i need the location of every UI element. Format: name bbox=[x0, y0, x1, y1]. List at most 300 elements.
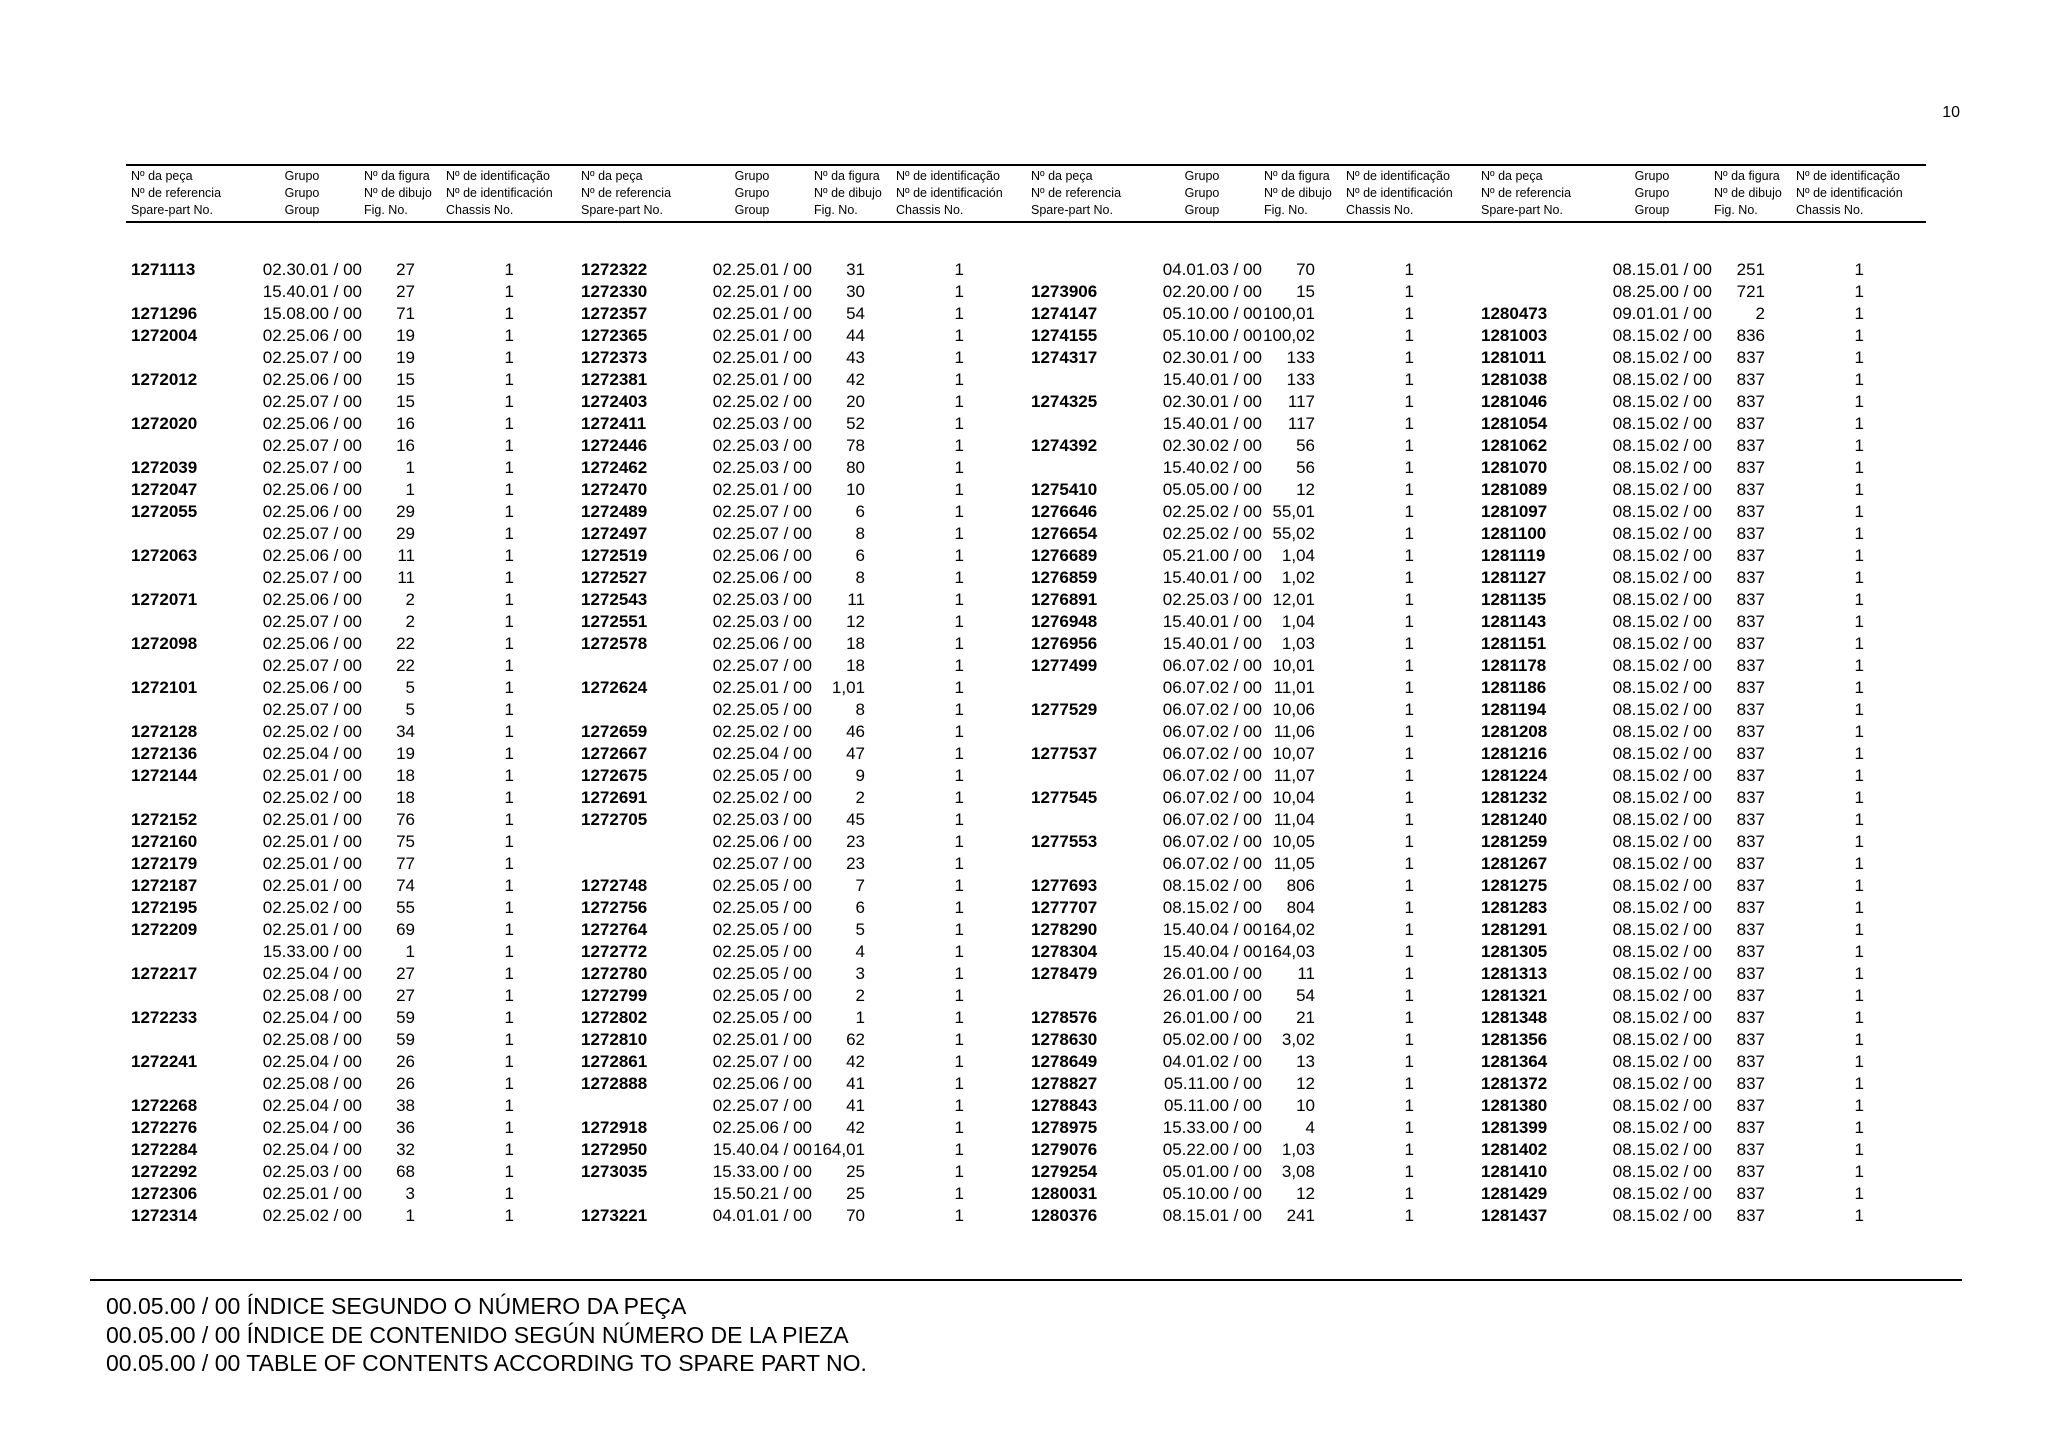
figure-number: 59 bbox=[396, 1030, 415, 1049]
chassis-number: 1 bbox=[1404, 678, 1414, 697]
figure-number: 1 bbox=[405, 480, 415, 499]
chassis-number: 1 bbox=[1854, 1184, 1864, 1203]
table-row bbox=[576, 677, 1026, 699]
group-code: 02.25.05 / 00 bbox=[712, 986, 812, 1005]
chassis-number: 1 bbox=[1854, 458, 1864, 477]
group-code: 02.30.01 / 00 bbox=[262, 260, 362, 279]
chassis-number: 1 bbox=[504, 436, 514, 455]
chassis-number: 1 bbox=[1404, 1206, 1414, 1225]
chassis-number: 1 bbox=[504, 1206, 514, 1225]
group-code: 02.25.01 / 00 bbox=[712, 304, 812, 323]
table-row bbox=[1476, 809, 1926, 831]
header-fig-no bbox=[364, 168, 432, 219]
figure-number: 5 bbox=[405, 678, 415, 697]
table-row bbox=[1476, 853, 1926, 875]
table-row bbox=[126, 457, 576, 479]
table-row bbox=[576, 567, 1026, 589]
chassis-number: 1 bbox=[1404, 854, 1414, 873]
group-code: 02.25.07 / 00 bbox=[262, 568, 362, 587]
figure-number: 837 bbox=[1736, 1206, 1765, 1225]
table-row bbox=[1026, 853, 1476, 875]
chassis-number: 1 bbox=[1854, 1140, 1864, 1159]
part-number: 1272195 bbox=[131, 898, 198, 917]
header-group-line1: Grupo bbox=[1184, 169, 1220, 183]
part-number: 1276956 bbox=[1031, 634, 1098, 653]
group-code: 15.40.01 / 00 bbox=[262, 282, 362, 301]
group-code: 02.20.00 / 00 bbox=[1162, 282, 1262, 301]
group-code: 05.05.00 / 00 bbox=[1162, 480, 1262, 499]
group-code: 08.15.02 / 00 bbox=[1612, 656, 1712, 675]
part-number: 1272152 bbox=[131, 810, 198, 829]
part-number: 1272411 bbox=[581, 414, 647, 433]
table-row bbox=[126, 853, 576, 875]
chassis-number: 1 bbox=[1404, 458, 1414, 477]
part-number: 1281046 bbox=[1481, 392, 1548, 411]
header-group-line2: Grupo bbox=[734, 186, 770, 200]
chassis-number: 1 bbox=[1854, 524, 1864, 543]
header-part-no-line1: Nº da peça bbox=[581, 169, 643, 183]
chassis-number: 1 bbox=[1854, 546, 1864, 565]
group-code: 06.07.02 / 00 bbox=[1162, 744, 1262, 763]
header-fig-no-line1: Nº da figura bbox=[1714, 169, 1780, 183]
header-fig-no-line2: Nº de dibujo bbox=[1264, 186, 1332, 200]
table-row bbox=[126, 1161, 576, 1183]
part-number: 1281089 bbox=[1481, 480, 1548, 499]
header-group-line1: Grupo bbox=[734, 169, 770, 183]
table-row bbox=[126, 303, 576, 325]
chassis-number: 1 bbox=[954, 590, 964, 609]
table-row bbox=[576, 1139, 1026, 1161]
header-chassis-no bbox=[1796, 168, 1903, 219]
figure-number: 837 bbox=[1736, 920, 1765, 939]
table-row bbox=[1476, 1007, 1926, 1029]
table-row bbox=[126, 1029, 576, 1051]
figure-number: 11 bbox=[397, 546, 415, 565]
figure-number: 837 bbox=[1736, 524, 1765, 543]
figure-number: 18 bbox=[396, 788, 415, 807]
header-chassis-no-line2: Nº de identificación bbox=[1346, 186, 1453, 200]
table-row bbox=[126, 1095, 576, 1117]
table-row bbox=[1476, 325, 1926, 347]
figure-number: 12,01 bbox=[1272, 590, 1315, 609]
figure-number: 75 bbox=[396, 832, 415, 851]
figure-number: 3,08 bbox=[1281, 1162, 1315, 1181]
parts-index-table bbox=[126, 164, 1926, 1234]
figure-number: 837 bbox=[1736, 392, 1765, 411]
chassis-number: 1 bbox=[1854, 876, 1864, 895]
table-row bbox=[1026, 1029, 1476, 1051]
figure-number: 43 bbox=[846, 348, 865, 367]
chassis-number: 1 bbox=[1854, 1074, 1864, 1093]
index-rows bbox=[1026, 259, 1476, 1227]
figure-number: 837 bbox=[1736, 1162, 1765, 1181]
part-number: 1278827 bbox=[1031, 1074, 1098, 1093]
part-number: 1272144 bbox=[131, 766, 198, 785]
part-number: 1272497 bbox=[581, 524, 648, 543]
part-number: 1272233 bbox=[131, 1008, 198, 1027]
chassis-number: 1 bbox=[954, 458, 964, 477]
figure-number: 1 bbox=[855, 1008, 865, 1027]
group-code: 08.15.02 / 00 bbox=[1612, 612, 1712, 631]
figure-number: 23 bbox=[846, 854, 865, 873]
chassis-number: 1 bbox=[1854, 568, 1864, 587]
figure-number: 11 bbox=[1297, 964, 1315, 983]
table-row bbox=[576, 1007, 1026, 1029]
figure-number: 837 bbox=[1736, 502, 1765, 521]
chassis-number: 1 bbox=[1854, 502, 1864, 521]
table-row bbox=[126, 545, 576, 567]
part-number: 1275410 bbox=[1031, 480, 1098, 499]
chassis-number: 1 bbox=[954, 568, 964, 587]
part-number: 1272624 bbox=[581, 678, 648, 697]
header-fig-no-line3: Fig. No. bbox=[1714, 203, 1758, 217]
table-row bbox=[1476, 611, 1926, 633]
figure-number: 4 bbox=[1305, 1118, 1315, 1137]
figure-number: 11,07 bbox=[1273, 766, 1315, 785]
part-number: 1272543 bbox=[581, 590, 648, 609]
table-row bbox=[576, 325, 1026, 347]
group-code: 15.40.02 / 00 bbox=[1162, 458, 1262, 477]
part-number: 1272039 bbox=[131, 458, 198, 477]
chassis-number: 1 bbox=[1404, 1118, 1414, 1137]
figure-number: 22 bbox=[396, 656, 415, 675]
chassis-number: 1 bbox=[954, 612, 964, 631]
figure-number: 5 bbox=[855, 920, 865, 939]
header-fig-no-line2: Nº de dibujo bbox=[1714, 186, 1782, 200]
group-code: 02.25.06 / 00 bbox=[262, 326, 362, 345]
table-row bbox=[1476, 875, 1926, 897]
header-group-line1: Grupo bbox=[284, 169, 320, 183]
figure-number: 837 bbox=[1736, 1052, 1765, 1071]
part-number: 1281151 bbox=[1481, 634, 1547, 653]
group-code: 08.15.02 / 00 bbox=[1612, 876, 1712, 895]
table-row bbox=[126, 523, 576, 545]
table-row bbox=[1476, 1183, 1926, 1205]
table-row bbox=[1476, 941, 1926, 963]
chassis-number: 1 bbox=[504, 942, 514, 961]
chassis-number: 1 bbox=[1854, 656, 1864, 675]
chassis-number: 1 bbox=[1404, 612, 1414, 631]
header-group bbox=[1142, 168, 1262, 219]
group-code: 02.25.04 / 00 bbox=[262, 1140, 362, 1159]
group-code: 15.08.00 / 00 bbox=[262, 304, 362, 323]
part-number: 1272551 bbox=[581, 612, 648, 631]
table-row bbox=[126, 589, 576, 611]
chassis-number: 1 bbox=[504, 1118, 514, 1137]
chassis-number: 1 bbox=[954, 920, 964, 939]
chassis-number: 1 bbox=[954, 370, 964, 389]
table-row bbox=[576, 369, 1026, 391]
chassis-number: 1 bbox=[954, 282, 964, 301]
chassis-number: 1 bbox=[1404, 348, 1414, 367]
group-code: 08.15.02 / 00 bbox=[1612, 898, 1712, 917]
figure-number: 10,05 bbox=[1272, 832, 1315, 851]
group-code: 02.25.07 / 00 bbox=[712, 656, 812, 675]
table-row bbox=[576, 787, 1026, 809]
part-number: 1272136 bbox=[131, 744, 198, 763]
group-code: 02.25.06 / 00 bbox=[712, 634, 812, 653]
header-part-no-line3: Spare-part No. bbox=[131, 203, 213, 217]
table-row bbox=[1476, 589, 1926, 611]
figure-number: 10,01 bbox=[1272, 656, 1315, 675]
part-number: 1277537 bbox=[1031, 744, 1098, 763]
chassis-number: 1 bbox=[504, 282, 514, 301]
chassis-number: 1 bbox=[504, 656, 514, 675]
part-number: 1281380 bbox=[1481, 1096, 1548, 1115]
table-row bbox=[576, 831, 1026, 853]
group-code: 09.01.01 / 00 bbox=[1612, 304, 1712, 323]
table-row bbox=[1476, 1073, 1926, 1095]
figure-number: 68 bbox=[396, 1162, 415, 1181]
chassis-number: 1 bbox=[954, 392, 964, 411]
part-number: 1281429 bbox=[1481, 1184, 1548, 1203]
table-row bbox=[1026, 655, 1476, 677]
header-part-no bbox=[131, 168, 221, 219]
figure-number: 837 bbox=[1736, 568, 1765, 587]
chassis-number: 1 bbox=[1854, 678, 1864, 697]
table-row bbox=[1476, 677, 1926, 699]
chassis-number: 1 bbox=[1404, 304, 1414, 323]
part-number: 1278975 bbox=[1031, 1118, 1098, 1137]
chassis-number: 1 bbox=[954, 832, 964, 851]
group-code: 02.25.08 / 00 bbox=[262, 1074, 362, 1093]
chassis-number: 1 bbox=[1854, 1052, 1864, 1071]
chassis-number: 1 bbox=[1854, 282, 1864, 301]
figure-number: 7 bbox=[855, 876, 865, 895]
part-number: 1273035 bbox=[581, 1162, 648, 1181]
group-code: 02.25.02 / 00 bbox=[1162, 524, 1262, 543]
part-number: 1277529 bbox=[1031, 700, 1098, 719]
table-row bbox=[576, 303, 1026, 325]
figure-number: 251 bbox=[1736, 260, 1765, 279]
figure-number: 32 bbox=[396, 1140, 415, 1159]
figure-number: 8 bbox=[855, 568, 865, 587]
figure-number: 26 bbox=[396, 1074, 415, 1093]
chassis-number: 1 bbox=[1854, 942, 1864, 961]
header-part-no bbox=[581, 168, 671, 219]
table-row bbox=[126, 391, 576, 413]
figure-number: 16 bbox=[396, 436, 415, 455]
group-code: 15.50.21 / 00 bbox=[712, 1184, 812, 1203]
header-group-line2: Grupo bbox=[1634, 186, 1670, 200]
group-code: 05.10.00 / 00 bbox=[1162, 326, 1262, 345]
group-code: 02.25.05 / 00 bbox=[712, 898, 812, 917]
chassis-number: 1 bbox=[504, 1052, 514, 1071]
part-number: 1281410 bbox=[1481, 1162, 1548, 1181]
part-number: 1272276 bbox=[131, 1118, 198, 1137]
table-row bbox=[1476, 765, 1926, 787]
part-number: 1272780 bbox=[581, 964, 648, 983]
figure-number: 2 bbox=[405, 612, 415, 631]
figure-number: 22 bbox=[396, 634, 415, 653]
group-code: 02.25.03 / 00 bbox=[262, 1162, 362, 1181]
figure-number: 806 bbox=[1286, 876, 1315, 895]
figure-number: 47 bbox=[846, 744, 865, 763]
chassis-number: 1 bbox=[1854, 480, 1864, 499]
group-code: 02.25.07 / 00 bbox=[712, 524, 812, 543]
part-number: 1281224 bbox=[1481, 766, 1548, 785]
index-block-2 bbox=[576, 164, 1026, 1234]
table-row bbox=[1476, 281, 1926, 303]
chassis-number: 1 bbox=[954, 1162, 964, 1181]
group-code: 08.15.02 / 00 bbox=[1612, 392, 1712, 411]
table-row bbox=[576, 875, 1026, 897]
chassis-number: 1 bbox=[1404, 1074, 1414, 1093]
figure-number: 5 bbox=[405, 700, 415, 719]
part-number: 1272098 bbox=[131, 634, 198, 653]
chassis-number: 1 bbox=[1404, 1008, 1414, 1027]
group-code: 08.15.02 / 00 bbox=[1612, 1162, 1712, 1181]
table-row bbox=[126, 765, 576, 787]
figure-number: 80 bbox=[846, 458, 865, 477]
footer-title-pt: 00.05.00 / 00 ÍNDICE SEGUNDO O NÚMERO DA PEÇA bbox=[106, 1293, 687, 1319]
figure-number: 164,03 bbox=[1263, 942, 1315, 961]
chassis-number: 1 bbox=[504, 304, 514, 323]
header-part-no bbox=[1031, 168, 1121, 219]
table-row bbox=[576, 963, 1026, 985]
chassis-number: 1 bbox=[1854, 1206, 1864, 1225]
header-group-line2: Grupo bbox=[1184, 186, 1220, 200]
table-row bbox=[126, 963, 576, 985]
chassis-number: 1 bbox=[1404, 986, 1414, 1005]
part-number: 1281208 bbox=[1481, 722, 1548, 741]
group-code: 02.25.07 / 00 bbox=[712, 854, 812, 873]
part-number: 1278479 bbox=[1031, 964, 1098, 983]
table-row bbox=[1476, 721, 1926, 743]
figure-number: 1,01 bbox=[831, 678, 865, 697]
figure-number: 1,03 bbox=[1281, 1140, 1315, 1159]
part-number: 1281402 bbox=[1481, 1140, 1548, 1159]
figure-number: 69 bbox=[396, 920, 415, 939]
header-group-line3: Group bbox=[734, 203, 770, 217]
header-part-no-line3: Spare-part No. bbox=[1481, 203, 1563, 217]
table-row bbox=[126, 743, 576, 765]
figure-number: 837 bbox=[1736, 678, 1765, 697]
group-code: 02.25.06 / 00 bbox=[262, 480, 362, 499]
header-chassis-no-line3: Chassis No. bbox=[446, 203, 514, 217]
table-row bbox=[126, 809, 576, 831]
figure-number: 836 bbox=[1736, 326, 1765, 345]
chassis-number: 1 bbox=[1854, 1162, 1864, 1181]
part-number: 1274325 bbox=[1031, 392, 1098, 411]
group-code: 02.25.07 / 00 bbox=[262, 392, 362, 411]
part-number: 1272462 bbox=[581, 458, 648, 477]
part-number: 1272799 bbox=[581, 986, 648, 1005]
figure-number: 45 bbox=[846, 810, 865, 829]
figure-number: 11,01 bbox=[1273, 678, 1315, 697]
part-number: 1271113 bbox=[131, 260, 196, 279]
figure-number: 15 bbox=[396, 370, 415, 389]
table-row bbox=[1026, 633, 1476, 655]
table-row bbox=[1026, 457, 1476, 479]
part-number: 1272578 bbox=[581, 634, 648, 653]
group-code: 02.25.08 / 00 bbox=[262, 986, 362, 1005]
group-code: 02.25.01 / 00 bbox=[712, 678, 812, 697]
figure-number: 837 bbox=[1736, 612, 1765, 631]
table-row bbox=[576, 985, 1026, 1007]
group-code: 02.25.07 / 00 bbox=[262, 524, 362, 543]
chassis-number: 1 bbox=[954, 656, 964, 675]
figure-number: 77 bbox=[396, 854, 415, 873]
chassis-number: 1 bbox=[1404, 590, 1414, 609]
table-row bbox=[126, 831, 576, 853]
figure-number: 38 bbox=[396, 1096, 415, 1115]
chassis-number: 1 bbox=[954, 898, 964, 917]
header-chassis-no bbox=[896, 168, 1003, 219]
figure-number: 21 bbox=[1296, 1008, 1315, 1027]
table-row bbox=[1026, 611, 1476, 633]
group-code: 08.15.02 / 00 bbox=[1612, 1030, 1712, 1049]
group-code: 02.25.07 / 00 bbox=[262, 656, 362, 675]
table-row bbox=[1026, 303, 1476, 325]
figure-number: 837 bbox=[1736, 832, 1765, 851]
group-code: 08.15.02 / 00 bbox=[1612, 370, 1712, 389]
part-number: 1281038 bbox=[1481, 370, 1548, 389]
chassis-number: 1 bbox=[504, 810, 514, 829]
header-fig-no-line1: Nº da figura bbox=[364, 169, 430, 183]
group-code: 08.15.02 / 00 bbox=[1612, 832, 1712, 851]
group-code: 06.07.02 / 00 bbox=[1162, 854, 1262, 873]
table-row bbox=[126, 1073, 576, 1095]
header-part-no-line3: Spare-part No. bbox=[581, 203, 663, 217]
part-number: 1281143 bbox=[1481, 612, 1547, 631]
table-row bbox=[1026, 1073, 1476, 1095]
figure-number: 837 bbox=[1736, 766, 1765, 785]
header-chassis-no-line2: Nº de identificación bbox=[1796, 186, 1903, 200]
table-row bbox=[576, 501, 1026, 523]
chassis-number: 1 bbox=[504, 788, 514, 807]
figure-number: 46 bbox=[846, 722, 865, 741]
chassis-number: 1 bbox=[1404, 1052, 1414, 1071]
chassis-number: 1 bbox=[1404, 1140, 1414, 1159]
group-code: 02.25.03 / 00 bbox=[712, 414, 812, 433]
part-number: 1281240 bbox=[1481, 810, 1548, 829]
table-row bbox=[126, 897, 576, 919]
table-row bbox=[576, 457, 1026, 479]
part-number: 1272403 bbox=[581, 392, 648, 411]
figure-number: 4 bbox=[855, 942, 865, 961]
part-number: 1272489 bbox=[581, 502, 648, 521]
header-chassis-no-line1: Nº de identificação bbox=[896, 169, 1000, 183]
part-number: 1274392 bbox=[1031, 436, 1098, 455]
chassis-number: 1 bbox=[1854, 788, 1864, 807]
table-row bbox=[126, 347, 576, 369]
part-number: 1272314 bbox=[131, 1206, 198, 1225]
group-code: 15.33.00 / 00 bbox=[712, 1162, 812, 1181]
table-row bbox=[1026, 919, 1476, 941]
header-fig-no bbox=[814, 168, 882, 219]
figure-number: 133 bbox=[1286, 370, 1315, 389]
header-chassis-no-line1: Nº de identificação bbox=[446, 169, 550, 183]
chassis-number: 1 bbox=[504, 612, 514, 631]
group-code: 15.33.00 / 00 bbox=[262, 942, 362, 961]
table-row bbox=[1026, 1139, 1476, 1161]
part-number: 1278843 bbox=[1031, 1096, 1098, 1115]
group-code: 02.25.04 / 00 bbox=[262, 1096, 362, 1115]
part-number: 1272802 bbox=[581, 1008, 648, 1027]
chassis-number: 1 bbox=[504, 700, 514, 719]
part-number: 1272187 bbox=[131, 876, 198, 895]
header-part-no-line1: Nº da peça bbox=[1031, 169, 1093, 183]
part-number: 1277545 bbox=[1031, 788, 1098, 807]
figure-number: 62 bbox=[846, 1030, 865, 1049]
table-row bbox=[1476, 1161, 1926, 1183]
part-number: 1277553 bbox=[1031, 832, 1098, 851]
figure-number: 56 bbox=[1296, 436, 1315, 455]
table-row bbox=[576, 721, 1026, 743]
chassis-number: 1 bbox=[954, 480, 964, 499]
table-row bbox=[1026, 1051, 1476, 1073]
